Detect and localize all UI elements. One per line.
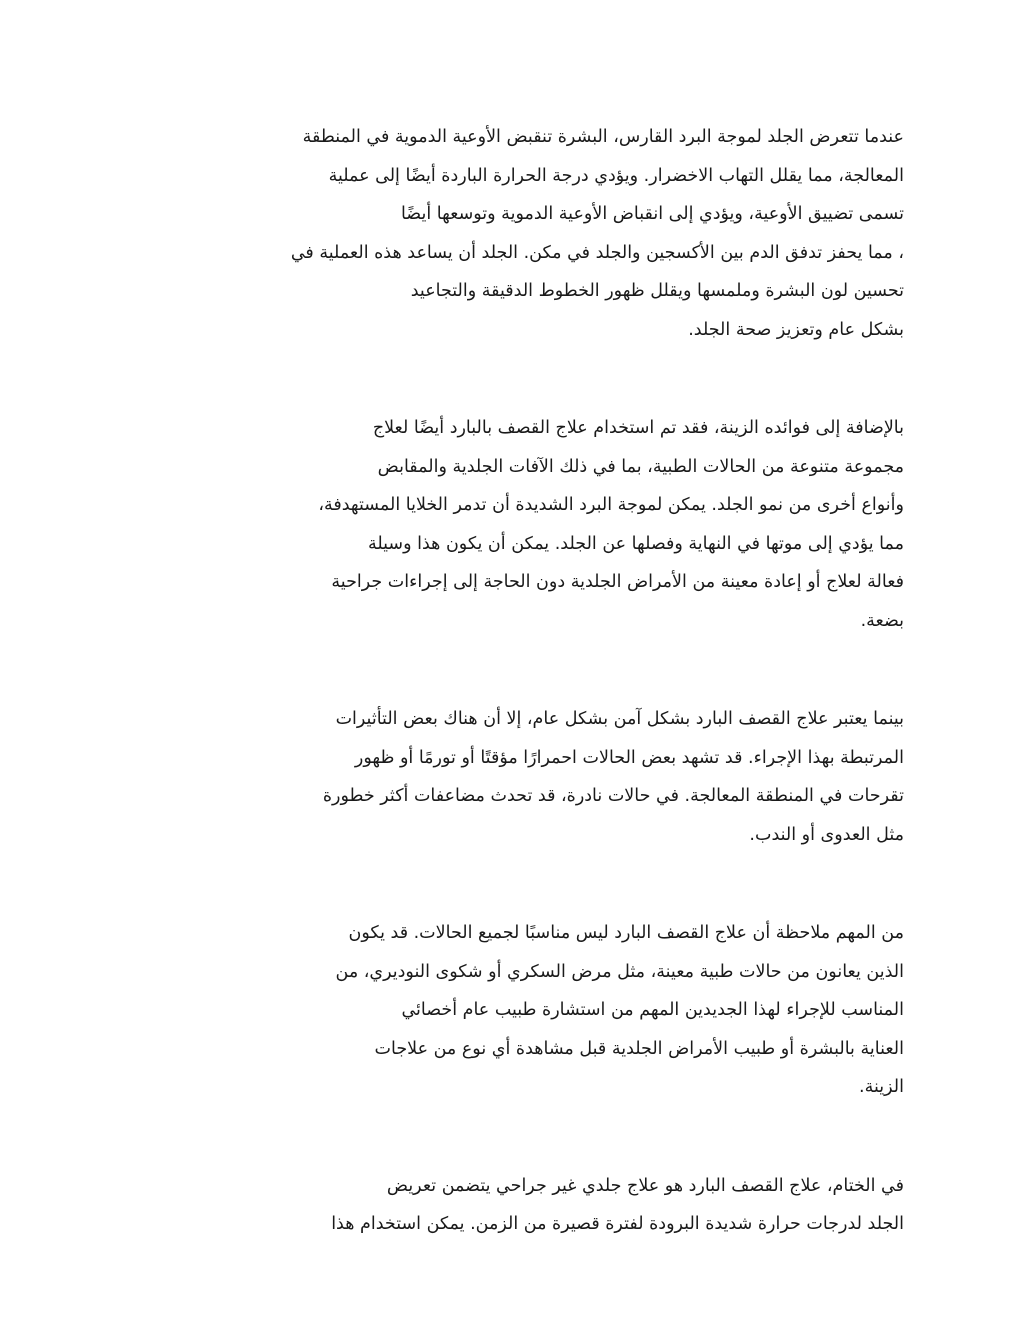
text-line: تقرحات في المنطقة المعالجة. في حالات نادرة، قد تحدث مضاعفات أكثر خطورة: [322, 786, 904, 806]
text-line: فعالة لعلاج أو إعادة معينة من الأمراض الجلدية دون الحاجة إلى إجراءات جراحية: [331, 572, 904, 592]
text-line: عندما تتعرض الجلد لموجة البرد القارس، البشرة تنقبض الأوعية الدموية في المنطقة: [302, 127, 904, 147]
text-line: الذين يعانون من حالات طبية معينة، مثل مرض السكري أو شكوى النوديري، من: [335, 961, 904, 982]
paragraph-3: [120, 700, 904, 854]
text-line: بينما يعتبر علاج القصف البارد بشكل آمن بشكل عام، إلا أن هناك بعض التأثيرات: [335, 709, 904, 729]
text-line: بالإضافة إلى فوائده الزينة، فقد تم استخدام علاج القصف بالبارد أيضًا لعلاج: [372, 418, 904, 438]
text-line: مما يؤدي إلى موتها في النهاية وفصلها عن الجلد. يمكن أن يكون هذا وسيلة: [367, 533, 904, 554]
text-line: في الختام، علاج القصف البارد هو علاج جلدي غير جراحي يتضمن تعريض: [386, 1175, 904, 1196]
paragraph-1: [120, 118, 904, 349]
text-line: بشكل عام وتعزيز صحة الجلد.: [688, 319, 904, 340]
text-line: الزينة.: [859, 1077, 904, 1097]
text-line: المناسب للإجراء لهذا الجديدين المهم من استشارة طبيب عام أخصائي: [401, 1000, 904, 1020]
text-line: العناية بالبشرة أو طبيب الأمراض الجلدية قبل مشاهدة أي نوع من علاجات: [374, 1038, 904, 1059]
paragraph-5: [120, 1167, 904, 1244]
text-line: مجموعة متنوعة من الحالات الطبية، بما في ذلك الآفات الجلدية والمقابض: [377, 456, 904, 477]
text-line: بضعة.: [860, 610, 904, 631]
paragraph-2: [120, 409, 904, 640]
text-line: الجلد لدرجات حرارة شديدة البرودة لفترة قصيرة من الزمن. يمكن استخدام هذا: [331, 1214, 904, 1234]
text-line: مثل العدوى أو الندب.: [749, 824, 904, 845]
text-line: تحسين لون البشرة وملمسها ويقلل ظهور الخطوط الدقيقة والتجاعيد: [410, 281, 904, 301]
paragraph-4: [120, 914, 904, 1107]
text-line: المرتبطة بهذا الإجراء. قد تشهد بعض الحالات احمرارًا مؤقتًا أو تورمًا أو ظهور: [354, 747, 904, 768]
document-page: [120, 118, 904, 1304]
text-line: وأنواع أخرى من نمو الجلد. يمكن لموجة البرد الشديدة أن تدمر الخلايا المستهدفة،: [318, 495, 904, 515]
text-line: تسمى تضييق الأوعية، ويؤدي إلى انقباض الأوعية الدموية وتوسعها أيضًا: [400, 204, 904, 224]
text-line: من المهم ملاحظة أن علاج القصف البارد ليس مناسبًا لجميع الحالات. قد يكون: [348, 923, 904, 943]
text-line: ، مما يحفز تدفق الدم بين الأكسجين والجلد في مكن. الجلد أن يساعد هذه العملية في: [290, 242, 904, 263]
text-line: المعالجة، مما يقلل التهاب الاخضرار. ويؤدي درجة الحرارة الباردة أيضًا إلى عملية: [328, 165, 904, 186]
